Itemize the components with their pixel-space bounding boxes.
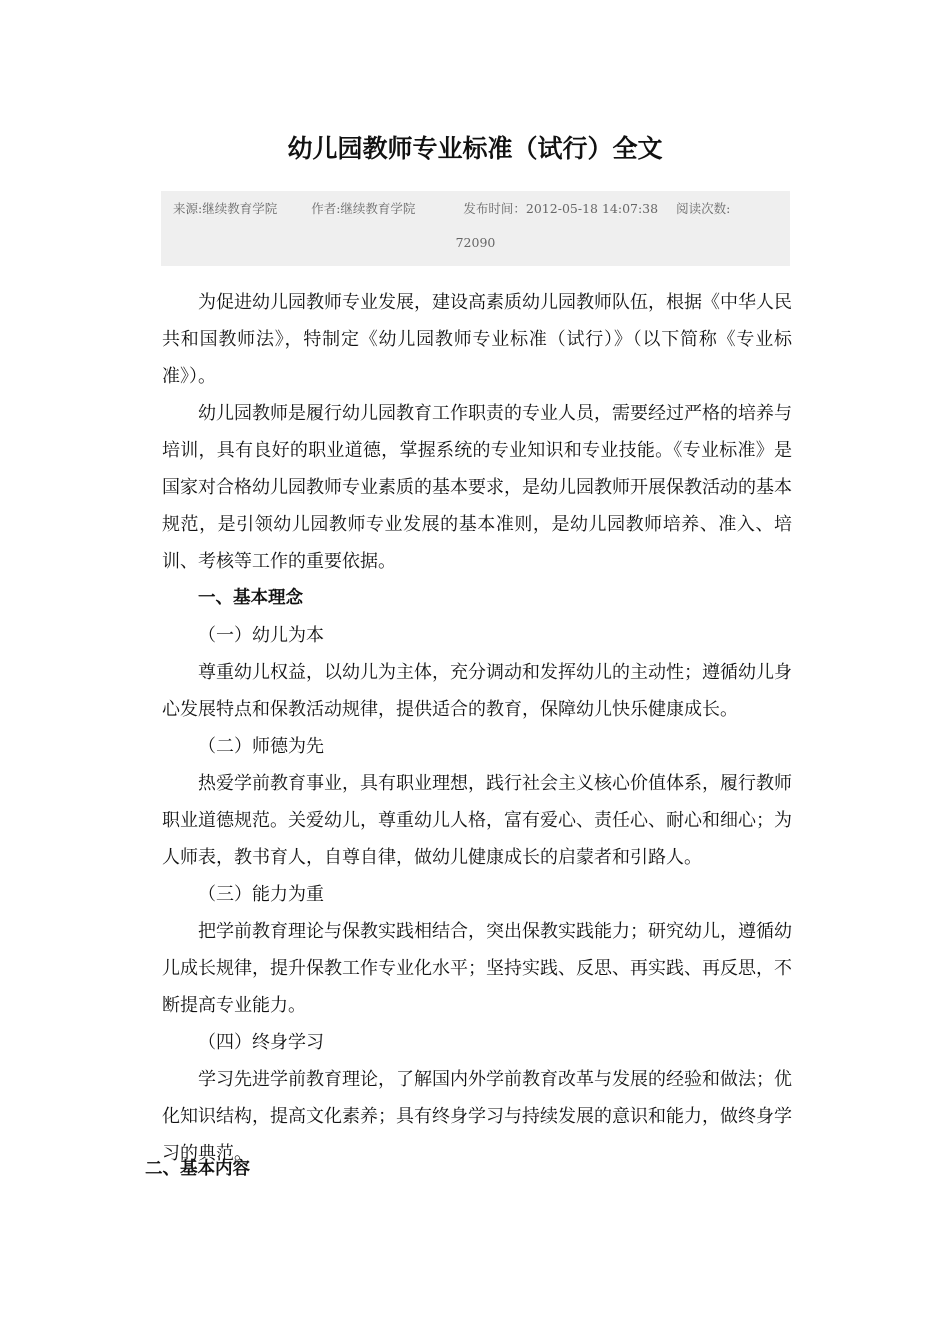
meta-publish-time: 发布时间：2012-05-18 14:07:38 [463,201,659,216]
subsection-text-4: 学习先进学前教育理论，了解国内外学前教育改革与发展的经验和做法；优化知识结构，提高文化素养；具有终身学习与持续发展的意识和能力，做终身学习的典范。 [162,1069,792,1164]
subsection-heading-4: （四）终身学习 [198,1032,324,1053]
subsection-text-1: 尊重幼儿权益，以幼儿为主体，充分调动和发挥幼儿的主动性；遵循幼儿身心发展特点和保教活动规律，提供适合的教育，保障幼儿快乐健康成长。 [162,662,792,720]
subsection-heading-2: （二）师德为先 [198,736,324,757]
meta-reads-label: 阅读次数: [676,201,731,216]
subsection-heading-1: （一）幼儿为本 [198,625,324,646]
meta-source: 来源:继续教育学院 [173,201,278,216]
article-meta-box [161,191,790,266]
subsection-text-2: 热爱学前教育事业，具有职业理想，践行社会主义核心价值体系，履行教师职业道德规范。关爱幼儿，尊重幼儿人格，富有爱心、责任心、耐心和细心；为人师表，教书育人，自尊自律，做幼儿健康成长的启蒙者和引路人。 [162,773,792,868]
meta-author: 作者:继续教育学院 [311,201,416,216]
intro-paragraph-2: 幼儿园教师是履行幼儿园教育工作职责的专业人员，需要经过严格的培养与培训，具有良好的职业道德，掌握系统的专业知识和专业技能。《专业标准》是国家对合格幼儿园教师专业素质的基本要求，是幼儿园教师开展保教活动的基本规范，是引领幼儿园教师专业发展的基本准则，是幼儿园教师培养、准入、培训、考核等工作的重要依据。 [162,403,792,572]
section-heading-basic-concepts: 一、基本理念 [198,588,303,608]
subsection-heading-3: （三）能力为重 [198,884,324,905]
section-heading-basic-content: 二、基本内容 [145,1159,250,1179]
page-title: 幼儿园教师专业标准（试行）全文 [287,134,663,163]
meta-reads-count: 72090 [455,235,496,250]
subsection-text-3: 把学前教育理论与保教实践相结合，突出保教实践能力；研究幼儿，遵循幼儿成长规律，提升保教工作专业化水平；坚持实践、反思、再实践、再反思，不断提高专业能力。 [162,921,792,1016]
article-body [162,284,792,1172]
intro-paragraph-1: 为促进幼儿园教师专业发展，建设高素质幼儿园教师队伍，根据《中华人民共和国教师法》，特制定《幼儿园教师专业标准（试行）》（以下简称《专业标准》）。 [162,292,792,387]
meta-line [173,197,730,221]
